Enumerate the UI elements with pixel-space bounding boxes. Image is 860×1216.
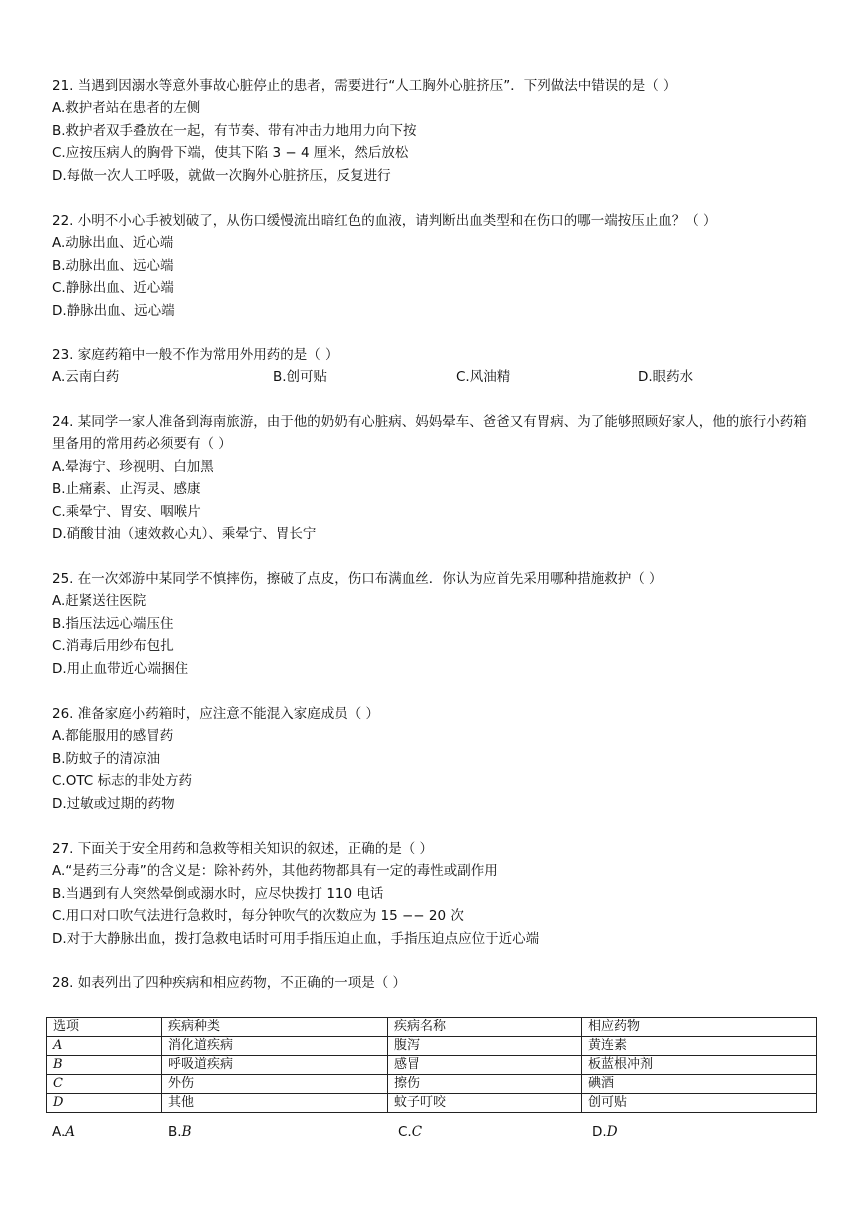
question-22 bbox=[52, 210, 812, 322]
option-prefix: A. bbox=[52, 1124, 66, 1140]
question-27-option-c: C.用口对口吹气法进行急救时，每分钟吹气的次数应为 15 −− 20 次 bbox=[52, 908, 464, 925]
table-cell: 外伤 bbox=[162, 1075, 388, 1094]
question-23-options bbox=[52, 366, 812, 388]
table-cell: 呼吸道疾病 bbox=[162, 1056, 388, 1075]
table-cell: 蚊子叮咬 bbox=[388, 1094, 582, 1113]
table-header-cell: 疾病种类 bbox=[162, 1018, 388, 1037]
question-24-stem: 24. 某同学一家人准备到海南旅游，由于他的奶奶有心脏病、妈妈晕车、爸爸又有胃病、为了能够照顾好家人，他的旅行小药箱里备用的常用药必须要有（ ） bbox=[52, 414, 807, 453]
question-26-stem: 26. 准备家庭小药箱时，应注意不能混入家庭成员（ ） bbox=[52, 706, 380, 722]
question-22-stem: 22. 小明不小心手被划破了，从伤口缓慢流出暗红色的血液，请判断出血类型和在伤口的哪一端按压止血？（ ） bbox=[52, 213, 717, 229]
question-27-option-d: D.对于大静脉出血，拨打急救电话时可用手指压迫止血，手指压迫点应位于近心端 bbox=[52, 930, 540, 947]
table-row bbox=[47, 1094, 817, 1113]
question-21-option-d: D.每做一次人工呼吸，就做一次胸外心脏挤压，反复进行 bbox=[52, 167, 391, 184]
option-prefix: C. bbox=[398, 1124, 412, 1140]
question-27-option-b: B.当遇到有人突然晕倒或溺水时，应尽快拨打 110 电话 bbox=[52, 885, 384, 902]
question-24 bbox=[52, 411, 812, 545]
question-28 bbox=[52, 972, 812, 994]
table-cell: 消化道疾病 bbox=[162, 1037, 388, 1056]
table-cell: 黄连素 bbox=[582, 1037, 817, 1056]
table-cell: 腹泻 bbox=[388, 1037, 582, 1056]
question-21-option-c: C.应按压病人的胸骨下端，使其下陷 3 − 4 厘米，然后放松 bbox=[52, 145, 409, 162]
question-23 bbox=[52, 344, 812, 389]
table-cell-option: D bbox=[47, 1094, 162, 1113]
question-28-table bbox=[46, 1017, 817, 1113]
question-28-option-d bbox=[592, 1121, 618, 1143]
table-cell: 其他 bbox=[162, 1094, 388, 1113]
question-24-option-d: D.硝酸甘油（速效救心丸）、乘晕宁、胃长宁 bbox=[52, 525, 317, 542]
question-21-option-b: B.救护者双手叠放在一起，有节奏、带有冲击力地用力向下按 bbox=[52, 122, 417, 139]
table-cell: 擦伤 bbox=[388, 1075, 582, 1094]
option-value: B bbox=[181, 1124, 192, 1140]
question-25-option-a: A.赶紧送往医院 bbox=[52, 593, 147, 610]
question-27-stem: 27. 下面关于安全用药和急救等相关知识的叙述，正确的是（ ） bbox=[52, 841, 434, 857]
option-value: C bbox=[411, 1124, 423, 1140]
question-25-stem: 25. 在一次郊游中某同学不慎摔伤，擦破了点皮，伤口布满血丝．你认为应首先采用哪种措施救护（ ） bbox=[52, 571, 663, 587]
option-prefix: B. bbox=[168, 1124, 182, 1140]
table-cell: 感冒 bbox=[388, 1056, 582, 1075]
table-cell-option: B bbox=[47, 1056, 162, 1075]
question-26-option-a: A.都能服用的感冒药 bbox=[52, 728, 174, 745]
question-22-option-a: A.动脉出血、近心端 bbox=[52, 235, 174, 252]
question-22-option-d: D.静脉出血、远心端 bbox=[52, 302, 175, 319]
table-cell: 板蓝根冲剂 bbox=[582, 1056, 817, 1075]
question-28-option-b bbox=[168, 1121, 191, 1143]
question-23-option-c: C.风油精 bbox=[456, 369, 511, 386]
question-26-option-b: B.防蚊子的清凉油 bbox=[52, 750, 161, 767]
option-value: D bbox=[606, 1124, 618, 1140]
question-21 bbox=[52, 75, 812, 187]
question-24-option-c: C.乘晕宁、胃安、咽喉片 bbox=[52, 503, 201, 520]
question-21-stem: 21. 当遇到因溺水等意外事故心脏停止的患者，需要进行“人工胸外心脏挤压”．下列做法中错误的是（ ） bbox=[52, 78, 677, 94]
table-header-cell: 疾病名称 bbox=[388, 1018, 582, 1037]
question-26 bbox=[52, 703, 812, 815]
option-prefix: D. bbox=[592, 1124, 607, 1140]
table-row bbox=[47, 1056, 817, 1075]
question-22-option-b: B.动脉出血、远心端 bbox=[52, 257, 174, 274]
table-cell: 创可贴 bbox=[582, 1094, 817, 1113]
question-22-option-c: C.静脉出血、近心端 bbox=[52, 280, 174, 297]
question-28-option-a bbox=[52, 1121, 75, 1143]
question-23-option-b: B.创可贴 bbox=[273, 369, 328, 386]
table-row bbox=[47, 1037, 817, 1056]
question-27 bbox=[52, 838, 812, 950]
table-header-row bbox=[47, 1018, 817, 1037]
question-26-option-c: C.OTC 标志的非处方药 bbox=[52, 773, 193, 790]
question-28-stem: 28. 如表列出了四种疾病和相应药物，不正确的一项是（ ） bbox=[52, 975, 407, 991]
question-24-option-a: A.晕海宁、珍视明、白加黑 bbox=[52, 458, 214, 475]
option-value: A bbox=[65, 1124, 76, 1140]
question-25-option-c: C.消毒后用纱布包扎 bbox=[52, 638, 174, 655]
question-24-option-b: B.止痛素、止泻灵、感康 bbox=[52, 481, 201, 498]
table-header-cell: 选项 bbox=[47, 1018, 162, 1037]
table-row bbox=[47, 1075, 817, 1094]
question-25 bbox=[52, 568, 812, 680]
table-cell-option: C bbox=[47, 1075, 162, 1094]
table-header-cell: 相应药物 bbox=[582, 1018, 817, 1037]
question-26-option-d: D.过敏或过期的药物 bbox=[52, 795, 175, 812]
question-23-stem: 23. 家庭药箱中一般不作为常用外用药的是（ ） bbox=[52, 347, 339, 363]
table-cell: 碘酒 bbox=[582, 1075, 817, 1094]
table-cell-option: A bbox=[47, 1037, 162, 1056]
question-25-option-b: B.指压法远心端压住 bbox=[52, 615, 174, 632]
question-21-option-a: A.救护者站在患者的左侧 bbox=[52, 100, 201, 117]
question-25-option-d: D.用止血带近心端捆住 bbox=[52, 660, 189, 677]
question-27-option-a: A.“是药三分毒”的含义是：除补药外，其他药物都具有一定的毒性或副作用 bbox=[52, 863, 498, 880]
question-23-option-d: D.眼药水 bbox=[638, 369, 694, 386]
question-28-option-c bbox=[398, 1121, 422, 1143]
question-23-option-a: A.云南白药 bbox=[52, 369, 120, 386]
